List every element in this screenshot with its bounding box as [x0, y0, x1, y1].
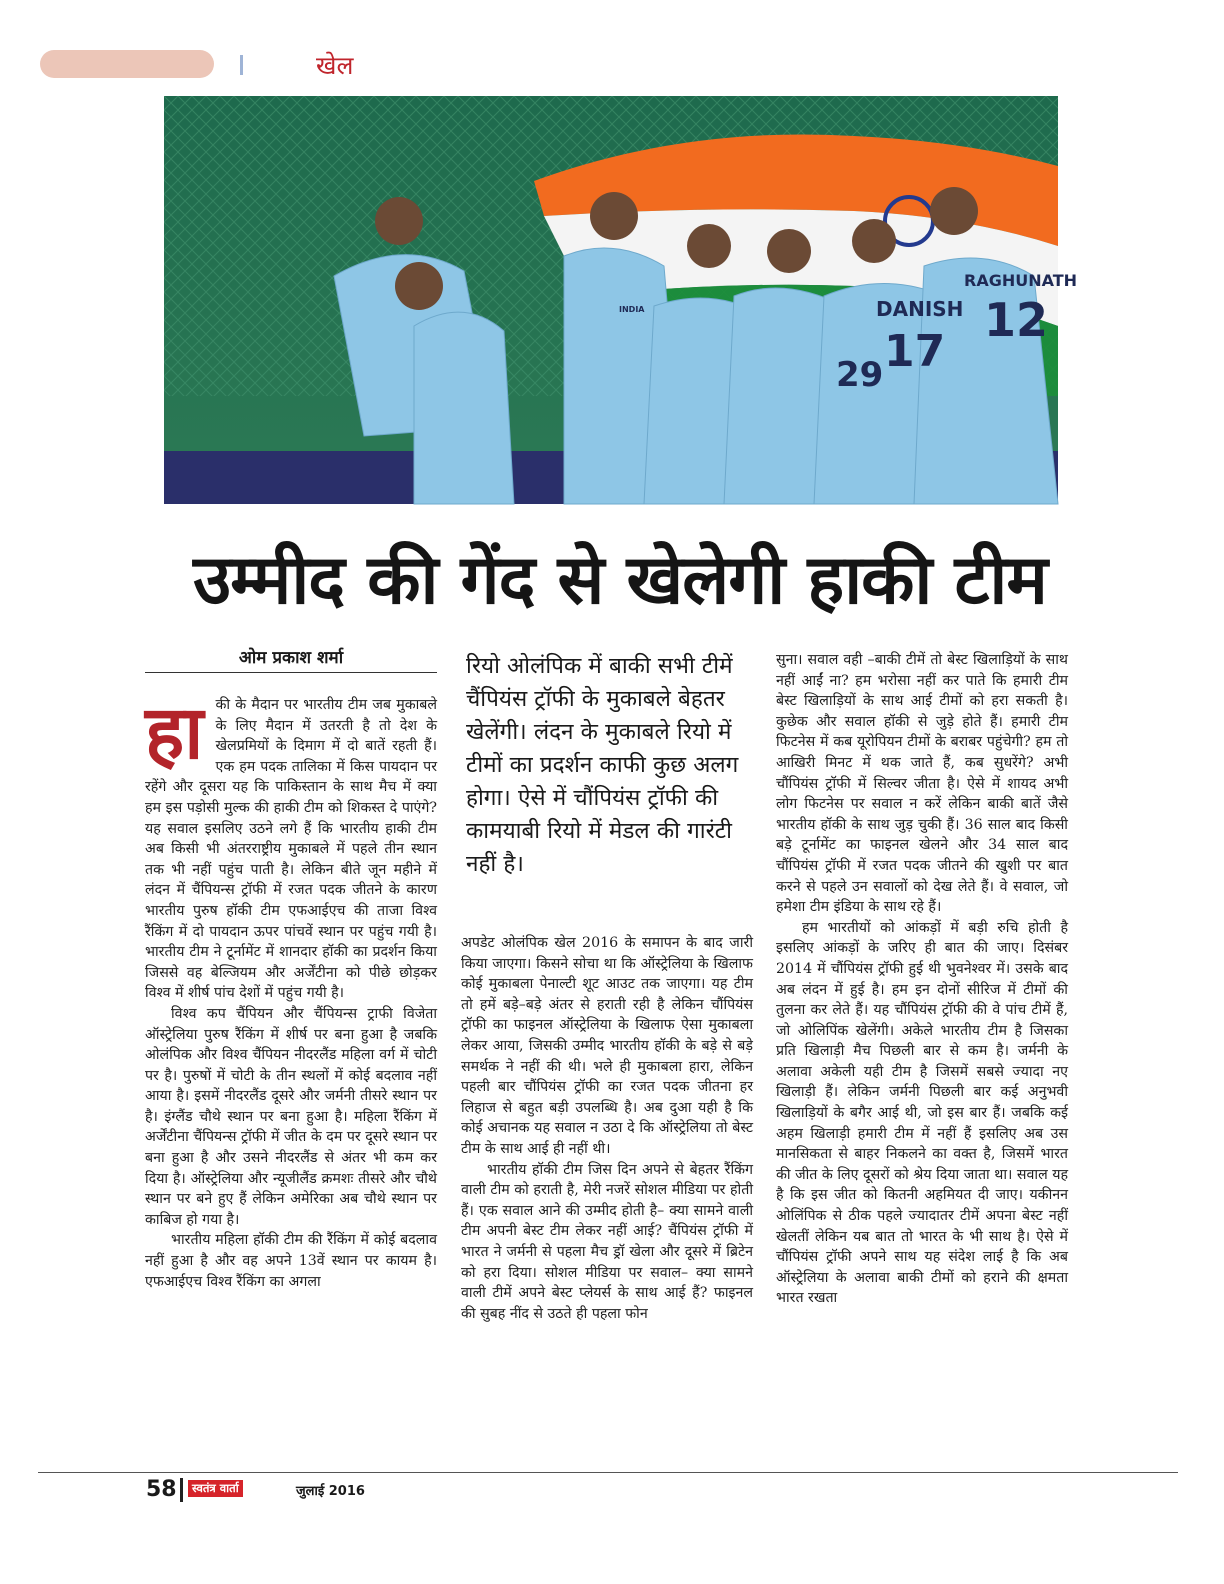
author-byline: ओम प्रकाश शर्मा [238, 648, 344, 668]
section-pill [40, 50, 214, 78]
paragraph: भारतीय महिला हॉकी टीम की रैंकिंग में कोई बदलाव नहीं हुआ है और वह अपने 13वें स्थान पर कायम है। एफआईएच विश्व रैंकिंग का अगला [145, 1232, 437, 1290]
section-label: खेल [316, 51, 354, 80]
paragraph: सुना। सवाल वही –बाकी टीमें तो बेस्ट खिलाड़ियों के साथ नहीं आईं ना? हम भरोसा नहीं कर पाते कि हमारी टीम बेस्ट खिलाड़ियों के साथ आई टीमों को हरा सकती है। कुछेक और सवाल हॉकी से जुड़े होते हैं। हमारी टीम फिटनेस में कब यूरोपियन टीमों के बराबर पहुंचेगी? हम तो आखिरी मिनट में थक जाते हैं, कब सुधरेंगे? अभी चौंपियंस ट्रॉफी में सिल्वर जीता है। ऐसे में शायद अभी लोग फिटनेस पर सवाल न करें लेकिन बाकी बातें जैसे भारतीय हॉकी के साथ जुड़ चुकी हैं। 36 साल बाद किसी बड़े टूर्नामेंट का फाइनल खेलने और 34 साल बाद चौंपियंस ट्रॉफी में रजत पदक जीतने की खुशी पर बात करने से पहले उन सवालों को देख लेते हैं। वे सवाल, जो हमेशा टीम इंडिया के साथ रहे हैं। [776, 652, 1068, 916]
article-column-3 [776, 650, 1068, 1455]
dropcap: हा [145, 690, 204, 776]
article-headline: उम्मीद की गेंद से खेलेगी हाकी टीम [193, 541, 1047, 620]
paragraph: हम भारतीयों को आंकड़ों में बड़ी रुचि होती है इसलिए आंकड़ों के जरिए ही बात की जाए। दिसंबर 2014 में चौंपियंस ट्रॉफी हुई थी भुवनेश्वर में। उसके बाद अब लंदन में हुई है। हम इन दोनों सीरिज में टीमों की तुलना कर लेते हैं। यह चौंपियंस ट्रॉफी की वे पांच टीमें हैं, जो ओलिपिंक खेलेंगी। अकेले भारतीय टीम है जिसका प्रति खिलाड़ी मैच पिछली बार से कम है। जर्मनी के अलावा अकेली यही टीम है जिसमें सबसे ज्यादा नए खिलाड़ी हैं। लेकिन जर्मनी पिछली बार कई अनुभवी खिलाड़ियों के बगैर आई थी, जो इस बार हैं। जबकि कई अहम खिलाड़ी हमारी टीम में नहीं हैं इसलिए अब उस मानसिकता से बाहर निकलने का वक्त है, जिसमें भारत की जीत के लिए दूसरों को श्रेय दिया जाता था। सवाल यह है कि इस जीत को कितनी अहमियत दी जाए। यकीनन ओलिंपिक से ठीक पहले ज्यादातर टीमें अपना बेस्ट नहीं खेलतीं लेकिन यब बात तो भारत के भी साथ है। ऐसे में चौंपियंस ट्रॉफी अपने साथ यह संदेश लाई है कि अब ऑस्ट्रेलिया के अलावा बाकी टीमों को हराने की क्षमता भारत रखता [776, 919, 1068, 1307]
paragraph [145, 690, 437, 1004]
byline-rule [145, 672, 437, 673]
jersey-brand: INDIA [619, 305, 645, 314]
publication-logo: स्वतंत्र वार्ता [188, 1480, 243, 1497]
paragraph: विश्व कप चैंपियन और चैंपियन्स ट्राफी विजेता ऑस्ट्रेलिया पुरुष रैंकिंग में शीर्ष पर बना हुआ है जबकि ओलंपिक और विश्व चैंपियन नीदरलैंड महिला वर्ग में चोटी पर है। पुरुषों में चोटी के तीन स्थलों में कोई बदलाव नहीं आया है। इसमें नीदरलैंड दूसरे और जर्मनी तीसरे स्थान पर है। इंग्लैंड चौथे स्थान पर बना हुआ है। महिला रैंकिंग में अर्जेंटीना चैंपियन्स ट्रॉफी में जीत के दम पर दूसरे स्थान पर बना हुआ है और उसने नीदरलैंड से अंतर भी कम कर दिया है। ऑस्ट्रेलिया और न्यूजीलैंड क्रमशः तीसरे और चौथे स्थान पर बने हुए हैं लेकिन अमेरिका अब चौथे स्थान पर काबिज हो गया है। [145, 1005, 437, 1228]
section-divider [240, 55, 243, 75]
jersey-number-17: 17 [884, 326, 946, 377]
paragraph: अपडेट ओलंपिक खेल 2016 के समापन के बाद जारी किया जाएगा। किसने सोचा था कि ऑस्ट्रेलिया के खिलाफ कोई मुकाबला पेनाल्टी शूट आउट तक जाएगा। यह टीम तो हमें बड़े–बड़े अंतर से हराती रही है लेकिन चौंपियंस ट्रॉफी का फाइनल ऑस्ट्रेलिया के खिलाफ ऐसा मुकाबला लेकर आया, जिसकी उम्मीद भारतीय हॉकी के बड़े से बड़े समर्थक ने नहीं की थी। भले ही मुकाबला हारा, लेकिन पहली बार चौंपियंस ट्रॉफी का रजत पदक जीतना हर लिहाज से बहुत बड़ी उपलब्धि है। अब दुआ यही है कि कोई अचानक यह सवाल न उठा दे कि ऑस्ट्रेलिया तो बेस्ट टीम के साथ आई ही नहीं थी। [461, 935, 753, 1157]
jersey-name-raghunath: RAGHUNATH [964, 271, 1078, 290]
jersey-name-danish: DANISH [876, 297, 964, 321]
issue-date: जुलाई 2016 [296, 1484, 365, 1499]
paragraph: भारतीय हॉकी टीम जिस दिन अपने से बेहतर रैंकिंग वाली टीम को हराती है, मेरी नजरें सोशल मीडिया पर होती हैं। एक सवाल आने की उम्मीद होती है– क्या सामने वाली टीम अपनी बेस्ट टीम लेकर नहीं आई? चैंपियंस ट्रॉफी में भारत ने जर्मनी से पहला मैच ड्रॉ खेला और दूसरे में ब्रिटेन को हरा दिया। सोशल मीडिया पर सवाल– क्या सामने वाली टीमें अपने बेस्ट प्लेयर्स के साथ आई हैं? फाइनल की सुबह नींद से उठते ही पहला फोन [461, 1161, 753, 1322]
article-column-1 [145, 690, 437, 1455]
hockey-team-celebration-photo [164, 96, 1078, 504]
footer-rule [38, 1472, 1178, 1473]
paragraph-text: की के मैदान पर भारतीय टीम जब मुकाबले के लिए मैदान में उतरती है तो देश के खेलप्रमियों के दिमाग में दो बातें रहती हैं। एक हम पदक तालिका में किस पायदान पर रहेंगे और दूसरा यह कि पाकिस्तान के साथ मैच में क्या हम इस पड़ोसी मुल्क की हाकी टीम को शिकस्त दे पाएंगे? यह सवाल इसलिए उठने लगे हैं कि भारतीय हाकी टीम अब किसी भी अंतरराष्ट्रीय मुकाबले में पहले तीन स्थान तक भी नहीं पहुंच पाती है। लेकिन बीते जून महीने में लंदन में चैंपियन्स ट्रॉफी में रजत पदक जीतने के कारण भारतीय पुरुष हॉकी टीम एफआईएच की ताजा विश्व रैंकिंग में दो पायदान ऊपर पांचवें स्थान पर पहुंच गयी है। भारतीय टीम ने टूर्नामेंट में शानदार हॉकी का प्रदर्शन किया जिससे वह बेल्जियम और अर्जेंटीना को पीछे छोड़कर विश्व में शीर्ष पांच देशों में पहुंच गयी है। [145, 697, 437, 1002]
pull-quote: रियो ओलंपिक में बाकी सभी टीमें चैंपियंस ट्रॉफी के मुकाबले बेहतर खेलेंगी। लंदन के मुकाबले रियो में टीमों का प्रदर्शन काफी कुछ अलग होगा। ऐसे में चौंपियंस ट्रॉफी की कामयाबी रियो में मेडल की गारंटी नहीं है। [466, 653, 739, 877]
jersey-number-29: 29 [836, 355, 884, 395]
footer-divider [180, 1478, 183, 1502]
article-column-2 [461, 933, 753, 1455]
page-number: 58 [146, 1477, 177, 1502]
hero-photo [164, 96, 1078, 504]
jersey-number-12: 12 [984, 293, 1049, 347]
